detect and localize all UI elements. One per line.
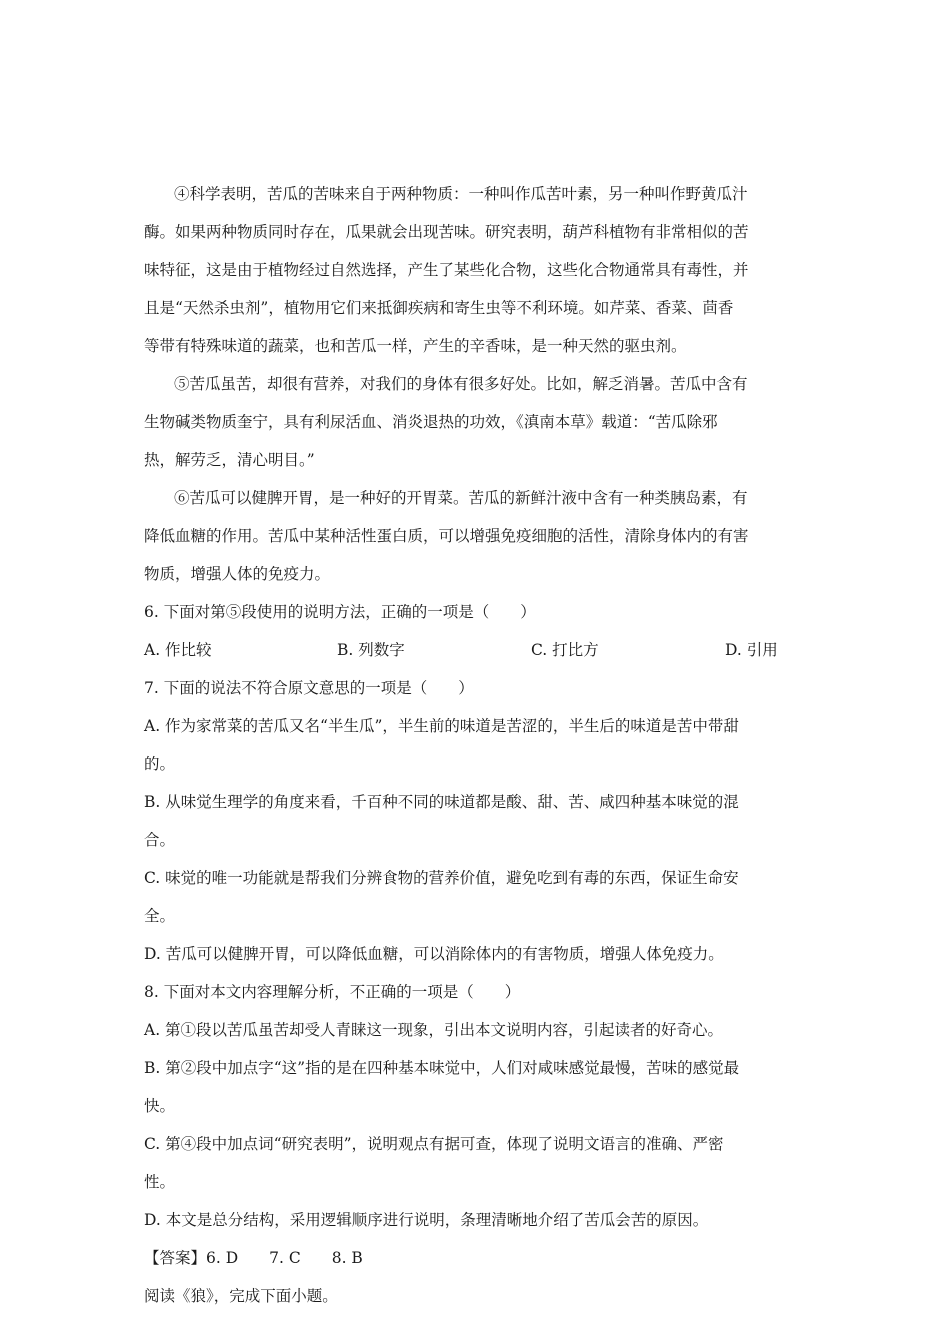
- question-8-option-d: D. 本文是总分结构，采用逻辑顺序进行说明，条理清晰地介绍了苦瓜会苦的原因。: [144, 1211, 709, 1229]
- question-8-option-c-cont: 性。: [144, 1173, 176, 1191]
- question-7-option-d: D. 苦瓜可以健脾开胃，可以降低血糖，可以消除体内的有害物质，增强人体免疫力。: [144, 945, 724, 963]
- question-8-option-b-cont: 快。: [144, 1097, 176, 1115]
- question-7-option-c-cont: 全。: [144, 907, 176, 925]
- paragraph-4-line: 且是“天然杀虫剂”，植物用它们来抵御疾病和寄生虫等不利环境。如芹菜、香菜、茴香: [144, 299, 734, 317]
- question-7-option-b-cont: 合。: [144, 831, 176, 849]
- paragraph-5-line: 热，解劳乏，清心明目。”: [144, 451, 315, 469]
- paragraph-4-line: 酶。如果两种物质同时存在，瓜果就会出现苦味。研究表明，葫芦科植物有非常相似的苦: [144, 223, 749, 241]
- question-6-option-a: A. 作比较: [144, 641, 212, 659]
- answer-key: 【答案】6. D 7. C 8. B: [144, 1249, 363, 1267]
- paragraph-4-line: 等带有特殊味道的蔬菜，也和苦瓜一样，产生的辛香味，是一种天然的驱虫剂。: [144, 337, 687, 355]
- question-7-option-a: A. 作为家常菜的苦瓜又名“半生瓜”，半生前的味道是苦涩的，半生后的味道是苦中带甜: [144, 717, 739, 735]
- paragraph-6-line: 物质，增强人体的免疫力。: [144, 565, 331, 583]
- paragraph-5-line: 生物碱类物质奎宁，具有利尿活血、消炎退热的功效，《滇南本草》载道：“苦瓜除邪: [144, 413, 718, 431]
- question-8-option-b: B. 第②段中加点字“这”指的是在四种基本味觉中，人们对咸味感觉最慢，苦味的感觉最: [144, 1059, 740, 1077]
- next-section-heading: 阅读《狼》，完成下面小题。: [144, 1287, 338, 1305]
- paragraph-4-line: ④科学表明，苦瓜的苦味来自于两种物质：一种叫作瓜苦叶素，另一种叫作野黄瓜汁: [174, 185, 748, 203]
- paragraph-4-line: 味特征，这是由于植物经过自然选择，产生了某些化合物，这些化合物通常具有毒性，并: [144, 261, 749, 279]
- question-7-stem: 7. 下面的说法不符合原文意思的一项是（ ）: [144, 679, 474, 697]
- question-6-option-d: D. 引用: [725, 641, 778, 659]
- paragraph-6-line: ⑥苦瓜可以健脾开胃，是一种好的开胃菜。苦瓜的新鲜汁液中含有一种类胰岛素，有: [174, 489, 748, 507]
- question-6-option-c: C. 打比方: [531, 641, 599, 659]
- question-6-option-b: B. 列数字: [337, 641, 405, 659]
- paragraph-5-line: ⑤苦瓜虽苦，却很有营养，对我们的身体有很多好处。比如，解乏消暑。苦瓜中含有: [174, 375, 748, 393]
- question-7-option-b: B. 从味觉生理学的角度来看，千百种不同的味道都是酸、甜、苦、咸四种基本味觉的混: [144, 793, 739, 811]
- question-7-option-c: C. 味觉的唯一功能就是帮我们分辨食物的营养价值，避免吃到有毒的东西，保证生命安: [144, 869, 739, 887]
- question-6-stem: 6. 下面对第⑤段使用的说明方法，正确的一项是（ ）: [144, 603, 536, 621]
- question-7-option-a-cont: 的。: [144, 755, 176, 773]
- question-8-option-c: C. 第④段中加点词“研究表明”，说明观点有据可查，体现了说明文语言的准确、严密: [144, 1135, 724, 1153]
- paragraph-6-line: 降低血糖的作用。苦瓜中某种活性蛋白质，可以增强免疫细胞的活性，清除身体内的有害: [144, 527, 749, 545]
- question-8-option-a: A. 第①段以苦瓜虽苦却受人青睐这一现象，引出本文说明内容，引起读者的好奇心。: [144, 1021, 724, 1039]
- question-8-stem: 8. 下面对本文内容理解分析，不正确的一项是（ ）: [144, 983, 521, 1001]
